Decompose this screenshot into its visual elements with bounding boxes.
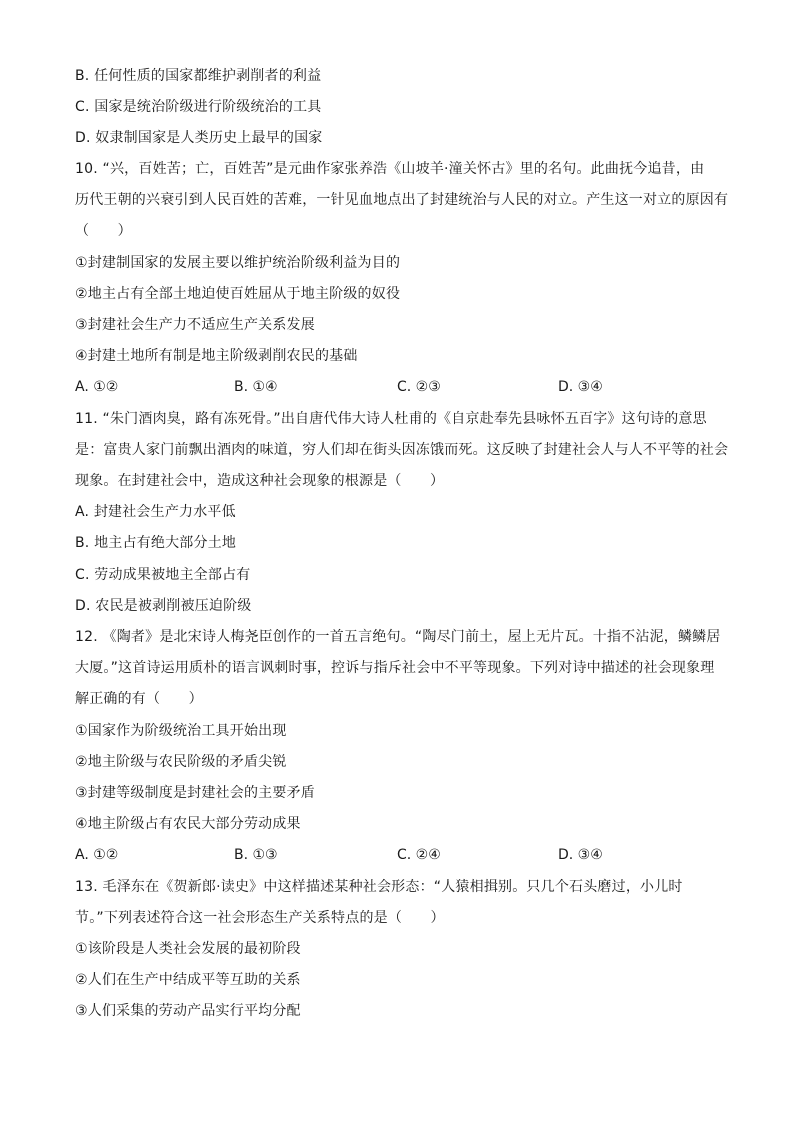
q11-stem-line-1: 11. “朱门酒肉臭，路有冻死骨。”出自唐代伟大诗人杜甫的《自京赴奉先县咏怀五百字》这句诗的意思 (75, 411, 707, 427)
q12-statement-2: ②地主阶级与农民阶级的矛盾尖锐 (75, 754, 287, 770)
q11-option-d: D. 农民是被剥削被压迫阶级 (75, 598, 252, 614)
q13-statement-1: ①该阶段是人类社会发展的最初阶段 (75, 941, 301, 957)
q12-statement-1: ①国家作为阶级统治工具开始出现 (75, 723, 287, 739)
q10-option-b: B. ①④ (234, 379, 278, 395)
q10-stem-line-1: 10. “兴，百姓苦；亡，百姓苦”是元曲作家张养浩《山坡羊·潼关怀古》里的名句。此曲抚今追昔，由 (75, 161, 705, 177)
q10-option-c: C. ②③ (397, 379, 441, 395)
q10-statement-3: ③封建社会生产力不适应生产关系发展 (75, 317, 315, 333)
q13-statement-3: ③人们采集的劳动产品实行平均分配 (75, 1003, 301, 1019)
q10-option-a: A. ①② (75, 379, 119, 395)
q12-statement-3: ③封建等级制度是封建社会的主要矛盾 (75, 785, 315, 801)
q10-statement-1: ①封建制国家的发展主要以维护统治阶级利益为目的 (75, 255, 401, 271)
q11-option-c: C. 劳动成果被地主全部占有 (75, 567, 251, 583)
q12-option-b: B. ①③ (234, 847, 278, 863)
q10-statement-2: ②地主占有全部土地迫使百姓屈从于地主阶级的奴役 (75, 286, 401, 302)
q10-statement-4: ④封建土地所有制是地主阶级剥削农民的基础 (75, 348, 358, 364)
q9-option-b: B. 任何性质的国家都维护剥削者的利益 (75, 68, 322, 84)
q13-statement-2: ②人们在生产中结成平等互助的关系 (75, 972, 301, 988)
q11-option-b: B. 地主占有绝大部分土地 (75, 535, 237, 551)
q10-answer-blank: （ ） (75, 223, 132, 239)
q12-stem-line-1: 12. 《陶者》是北宋诗人梅尧臣创作的一首五言绝句。“陶尽门前土，屋上无片瓦。十指不沾泥，鳞鳞居 (75, 629, 721, 645)
q12-statement-4: ④地主阶级占有农民大部分劳动成果 (75, 816, 301, 832)
q12-stem-line-2: 大厦。”这首诗运用质朴的语言讽刺时事，控诉与指斥社会中不平等现象。下列对诗中描述的社会现象理 (75, 660, 715, 676)
q12-option-a: A. ①② (75, 847, 119, 863)
q11-stem-line-2: 是：富贵人家门前飘出酒肉的味道，穷人们却在街头因冻饿而死。这反映了封建社会人与人不平等的社会 (75, 442, 729, 458)
q12-stem-line-3: 解正确的有（ ） (75, 691, 203, 707)
q13-stem-line-1: 13. 毛泽东在《贺新郎·读史》中这样描述某种社会形态：“人猿相揖别。只几个石头磨过，小儿时 (75, 879, 683, 895)
q12-options-row (75, 845, 725, 865)
q11-stem-line-3: 现象。在封建社会中，造成这种社会现象的根源是（ ） (75, 473, 445, 489)
q11-option-a: A. 封建社会生产力水平低 (75, 504, 236, 520)
q9-option-d: D. 奴隶制国家是人类历史上最早的国家 (75, 130, 323, 146)
q9-option-c: C. 国家是统治阶级进行阶级统治的工具 (75, 99, 322, 115)
q13-stem-line-2: 节。”下列表述符合这一社会形态生产关系特点的是（ ） (75, 910, 445, 926)
q12-option-c: C. ②④ (397, 847, 441, 863)
q12-option-d: D. ③④ (558, 847, 603, 863)
q10-stem-line-2: 历代王朝的兴衰引到人民百姓的苦难，一针见血地点出了封建统治与人民的对立。产生这一对立的原因有 (75, 192, 729, 208)
q10-options-row (75, 377, 725, 397)
q10-option-d: D. ③④ (558, 379, 603, 395)
